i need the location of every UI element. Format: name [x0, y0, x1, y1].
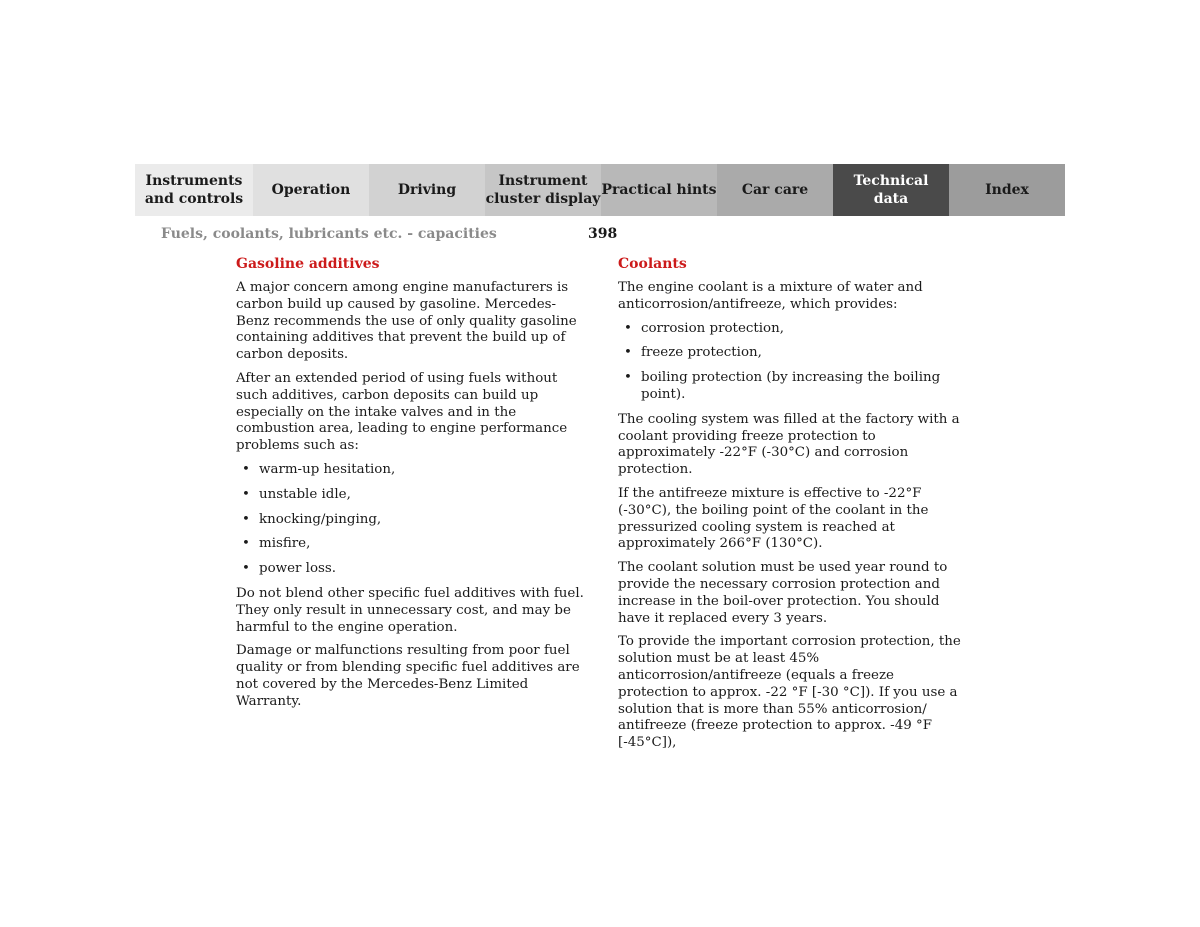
- tab-label: Operation: [271, 182, 351, 198]
- bullet-icon: •: [624, 320, 632, 336]
- tab-car-care[interactable]: [717, 164, 833, 216]
- list-item: • warm-up hesitation,: [242, 461, 396, 477]
- tab-driving[interactable]: [369, 164, 485, 216]
- bullet-icon: •: [242, 511, 250, 527]
- tab-index[interactable]: [949, 164, 1065, 216]
- paragraph: After an extended period of using fuels without such additives, carbon deposits can build up especially on the intake valves and in the combustion area, leading to engine performance problems such as:: [236, 370, 568, 454]
- paragraph: Do not blend other specific fuel additives with fuel. They only result in unnecessary cost, and may be harmful to the engine operation.: [236, 585, 584, 635]
- paragraph: A major concern among engine manufacturers is carbon build up caused by gasoline. Mercedes-Benz recommends the use of only quality gasoline containing additives that prevent the build up of carbon deposits.: [236, 280, 577, 363]
- gasoline-additives-heading: Gasoline additives: [236, 256, 380, 272]
- tab-technical-data[interactable]: [833, 164, 949, 216]
- bullet-icon: •: [242, 486, 250, 502]
- paragraph: The engine coolant is a mixture of water and anticorrosion/antifreeze, which provides:: [618, 280, 923, 312]
- list-item: • knocking/pinging,: [242, 511, 382, 527]
- list-item: • boiling protection (by increasing the boiling point).: [624, 370, 941, 402]
- chapter-tabs: [135, 164, 1065, 216]
- bullet-icon: •: [242, 561, 250, 577]
- paragraph: Damage or malfunctions resulting from poor fuel quality or from blending specific fuel additives are not covered by the Mercedes-Benz Limited Warranty.: [236, 643, 580, 709]
- bullet-icon: •: [242, 536, 250, 552]
- list-item: • unstable idle,: [242, 486, 351, 502]
- tab-label: Practical hints: [601, 182, 717, 198]
- tab-instruments-and-controls[interactable]: [135, 164, 253, 216]
- problem-list: [236, 462, 588, 578]
- tab-label: Instruments and controls: [144, 173, 244, 207]
- paragraph: The coolant solution must be used year round to provide the necessary corrosion protection and increase in the boil-over protection. You should have it replaced every 3 years.: [618, 560, 948, 626]
- paragraph: The cooling system was filled at the factory with a coolant providing freeze protection to approximately -22°F (-30°C) and corrosion protection.: [618, 411, 960, 478]
- page-number: 398: [588, 226, 618, 242]
- tab-label: Driving: [397, 182, 457, 198]
- section-title: Fuels, coolants, lubricants etc. - capacities: [161, 226, 497, 242]
- list-item: • corrosion protection,: [624, 320, 784, 336]
- tab-label: Car care: [741, 182, 809, 198]
- coolants-heading: Coolants: [618, 256, 687, 272]
- bullet-icon: •: [624, 370, 632, 386]
- list-item: • freeze protection,: [624, 345, 762, 361]
- tab-label: Instrument cluster display: [485, 173, 601, 207]
- list-item: • power loss.: [242, 561, 337, 577]
- paragraph: To provide the important corrosion protection, the solution must be at least 45% anticorrosion/antifreeze (equals a freeze protection to approx. -22 °F [-30 °C]). If you use a solution that is more than 55% anticorrosion/ antifreeze (freeze protection to approx. -49 °F [-45°C]),: [618, 634, 961, 751]
- coolants-column: [618, 256, 968, 759]
- tab-label: Index: [985, 182, 1029, 198]
- tab-label: Technical data: [853, 173, 929, 207]
- list-item: • misfire,: [242, 536, 311, 552]
- tab-operation[interactable]: [253, 164, 369, 216]
- tab-practical-hints[interactable]: [601, 164, 717, 216]
- bullet-icon: •: [624, 345, 632, 361]
- tab-instrument-cluster-display[interactable]: [485, 164, 601, 216]
- protection-list: [618, 321, 968, 404]
- gasoline-additives-column: [236, 256, 588, 718]
- bullet-icon: •: [242, 461, 250, 477]
- paragraph: If the antifreeze mixture is effective to -22°F (-30°C), the boiling point of the coolant in the pressurized cooling system is reached at approximately 266°F (130°C).: [618, 485, 929, 552]
